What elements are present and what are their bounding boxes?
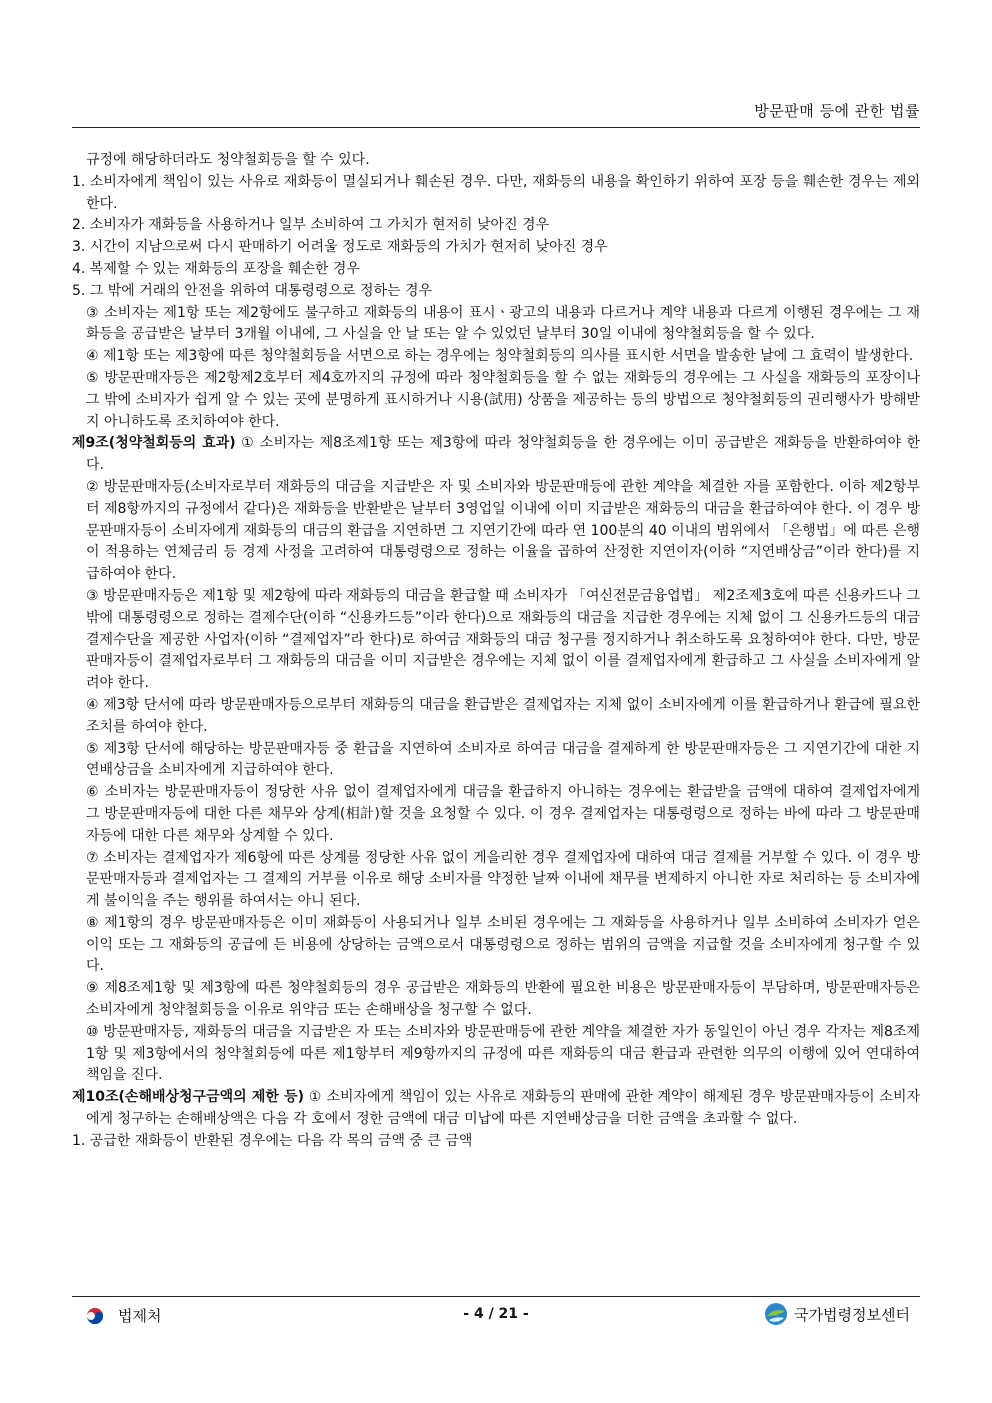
paragraph: [72, 1022, 920, 1087]
paragraph-text: ⑥ 소비자는 방문판매자등이 정당한 사유 없이 결제업자에게 대금을 환급하지 아니하는 경우에는 환급받을 금액에 대하여 결제업자에게 그 방문판매자등에 대한 다른 채무와 상계(相計)할 것을 요청할 수 있다. 이 경우 결제업자는 대통령령으로 정하는 바에 따라 그 방문판매자등에 대한 다른 채무와 상계할 수 있다.: [86, 784, 920, 844]
paragraph: [72, 1131, 920, 1153]
header-title: 방문판매 등에 관한 법률: [754, 102, 920, 120]
paragraph-text: ⑩ 방문판매자등, 재화등의 대금을 지급받은 자 또는 소비자와 방문판매등에 관한 계약을 체결한 자가 동일인이 아닌 경우 각자는 제8조제1항 및 제3항에서의 청약철회등에 따른 제1항부터 제9항까지의 규정에 따른 재화등의 대금 환급과 관련한 의무의 이행에 있어 연대하여 책임을 진다.: [86, 1023, 920, 1084]
article-paragraph: [72, 433, 920, 477]
paragraph: [72, 259, 920, 281]
page-number: - 4 / 21 -: [463, 1306, 529, 1322]
paragraph: [72, 848, 920, 913]
paragraph-text: 5. 그 밖에 거래의 안전을 위하여 대통령령으로 정하는 경우: [72, 282, 433, 299]
paragraph-text: ⑧ 제1항의 경우 방문판매자등은 이미 재화등이 사용되거나 일부 소비된 경우에는 그 재화등을 사용하거나 일부 소비하여 소비자가 얻은 이익 또는 그 재화등의 공급에 든 비용에 상당하는 금액으로서 대통령령으로 정하는 범위의 금액을 지급할 것을 소비자에게 청구할 수 있다.: [86, 914, 920, 975]
footer-left-label: 법제처: [118, 1307, 162, 1325]
paragraph: [72, 695, 920, 739]
footer-right: [764, 1302, 910, 1326]
article-paragraph: [72, 1087, 920, 1131]
paragraph: [72, 368, 920, 433]
paragraph-text: 규정에 해당하더라도 청약철회등을 할 수 있다.: [86, 152, 370, 168]
paragraph: [72, 739, 920, 783]
paragraph-text: ② 방문판매자등(소비자로부터 재화등의 대금을 지급받은 자 및 소비자와 방문판매등에 관한 계약을 체결한 자를 포함한다. 이하 제2항부터 제8항까지의 규정에서 같다)은 재화등을 반환받은 날부터 3영업일 이내에 이미 지급받은 재화등의 대금을 환급하여야 한다. 이 경우 방문판매자등이 소비자에게 재화등의 대금의 환급을 지연하면 그 지연기간에 따라 연 100분의 40 이내의 범위에서 「은행법」에 따른 은행이 적용하는 연체금리 등 경제 사정을 고려하여 대통령령으로 정하는 이율을 곱하여 산정한 지연이자(이하 “지연배상금”이라 한다)를 지급하여야 한다.: [86, 478, 920, 583]
paragraph-text: ⑤ 제3항 단서에 해당하는 방문판매자등 중 환급을 지연하여 소비자로 하여금 대금을 결제하게 한 방문판매자등은 그 지연기간에 대한 지연배상금을 소비자에게 지급하여야 한다.: [86, 740, 920, 779]
paragraph-text: 1. 소비자에게 책임이 있는 사유로 재화등이 멸실되거나 훼손된 경우. 다만, 재화등의 내용을 확인하기 위하여 포장 등을 훼손한 경우는 제외한다.: [72, 173, 920, 212]
paragraph-text: ④ 제3항 단서에 따라 방문판매자등으로부터 재화등의 대금을 환급받은 결제업자는 지체 없이 소비자에게 이를 환급하거나 환급에 필요한 조치를 하여야 한다.: [86, 696, 920, 735]
paragraph-text: 2. 소비자가 재화등을 사용하거나 일부 소비하여 그 가치가 현저히 낮아진 경우: [72, 217, 550, 234]
article-heading: 제10조(손해배상청구금액의 제한 등): [72, 1089, 305, 1106]
paragraph-text: 4. 복제할 수 있는 재화등의 포장을 훼손한 경우: [72, 260, 360, 277]
paragraph-text: ① 소비자에게 책임이 있는 사유로 재화등의 판매에 관한 계약이 해제된 경우 방문판매자등이 소비자에게 청구하는 손해배상액은 다음 각 호에서 정한 금액에 대금 미납에 따른 지연배상금을 더한 금액을 초과할 수 없다.: [86, 1089, 920, 1128]
paragraph: [72, 303, 920, 347]
paragraph-text: 1. 공급한 재화등이 반환된 경우에는 다음 각 목의 금액 중 큰 금액: [72, 1132, 473, 1149]
paragraph: [72, 237, 920, 259]
paragraph: [72, 477, 920, 586]
paragraph-text: ⑦ 소비자는 결제업자가 제6항에 따른 상계를 정당한 사유 없이 게을리한 경우 결제업자에 대하여 대금 결제를 거부할 수 있다. 이 경우 방문판매자등과 결제업자는 그 결제의 거부를 이유로 해당 소비자를 약정한 날짜 이내에 채무를 변제하지 아니한 자로 처리하는 등 소비자에게 불이익을 주는 행위를 하여서는 아니 된다.: [86, 849, 920, 910]
header-divider: [72, 127, 920, 128]
paragraph-text: ① 소비자는 제8조제1항 또는 제3항에 따라 청약철회등을 한 경우에는 이미 공급받은 재화등을 반환하여야 한다.: [86, 435, 920, 474]
document-body: [72, 150, 920, 1153]
paragraph: [72, 215, 920, 237]
paragraph: [72, 978, 920, 1022]
paragraph-text: ⑨ 제8조제1항 및 제3항에 따른 청약철회등의 경우 공급받은 재화등의 반환에 필요한 비용은 방문판매자등이 부담하며, 방문판매자등은 소비자에게 청약철회등을 이유로 위약금 또는 손해배상을 청구할 수 없다.: [86, 980, 920, 1019]
paragraph: [72, 782, 920, 847]
paragraph-text: ⑤ 방문판매자등은 제2항제2호부터 제4호까지의 규정에 따라 청약철회등을 할 수 없는 재화등의 경우에는 그 사실을 재화등의 포장이나 그 밖에 소비자가 쉽게 알 수 있는 곳에 분명하게 표시하거나 시용(試用) 상품을 제공하는 등의 방법으로 청약철회등의 권리행사가 방해받지 아니하도록 조치하여야 한다.: [86, 369, 920, 430]
paragraph-text: ④ 제1항 또는 제3항에 따른 청약철회등을 서면으로 하는 경우에는 청약철회등의 의사를 표시한 서면을 발송한 날에 그 효력이 발생한다.: [86, 348, 914, 365]
paragraph-text: ③ 방문판매자등은 제1항 및 제2항에 따라 재화등의 대금을 환급할 때 소비자가 「여신전문금융업법」 제2조제3호에 따른 신용카드나 그 밖에 대통령령으로 정하는 결제수단(이하 “신용카드등”이라 한다)으로 재화등의 대금을 지급한 경우에는 지체 없이 그 신용카드등의 대금 결제수단을 제공한 사업자(이하 “결제업자”라 한다)로 하여금 재화등의 대금 청구를 정지하거나 취소하도록 요청하여야 한다. 다만, 방문판매자등이 결제업자로부터 그 재화등의 대금을 이미 지급받은 경우에는 지체 없이 이를 결제업자에게 환급하고 그 사실을 소비자에게 알려야 한다.: [86, 587, 920, 692]
footer-right-label: 국가법령정보센터: [794, 1305, 910, 1324]
paragraph: [72, 586, 920, 695]
footer-divider: [72, 1296, 920, 1297]
article-heading: 제9조(청약철회등의 효과): [72, 435, 236, 452]
paragraph: [72, 346, 920, 368]
paragraph: [72, 172, 920, 216]
globe-icon: [764, 1302, 788, 1326]
paragraph: [72, 281, 920, 303]
paragraph-text: ③ 소비자는 제1항 또는 제2항에도 불구하고 재화등의 내용이 표시ㆍ광고의 내용과 다르거나 계약 내용과 다르게 이행된 경우에는 그 재화등을 공급받은 날부터 3개월 이내에, 그 사실을 안 날 또는 알 수 있었던 날부터 30일 이내에 청약철회등을 할 수 있다.: [86, 304, 920, 343]
paragraph: [72, 913, 920, 978]
paragraph: [72, 150, 920, 172]
paragraph-text: 3. 시간이 지남으로써 다시 판매하기 어려울 정도로 재화등의 가치가 현저히 낮아진 경우: [72, 239, 608, 256]
